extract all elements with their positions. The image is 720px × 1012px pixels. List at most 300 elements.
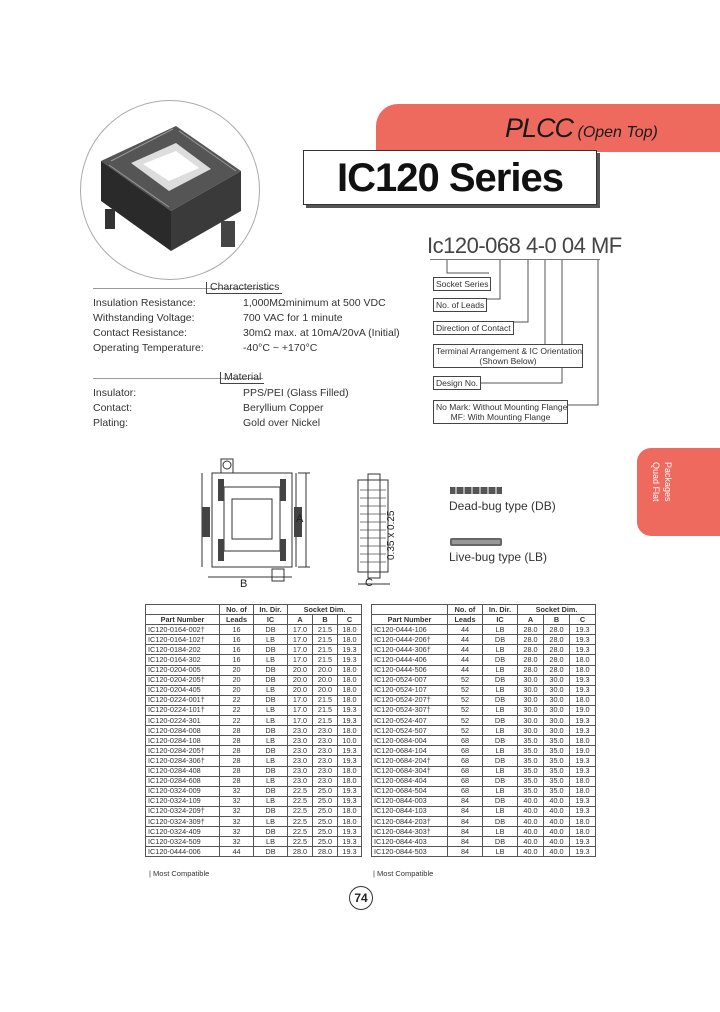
table-cell: 19.0 [570, 705, 596, 715]
table-cell: 19.3 [570, 685, 596, 695]
part-number-cell: IC120-0444-206† [372, 635, 448, 645]
table-cell: 28.0 [518, 635, 544, 645]
part-number-cell: IC120-0164-302 [146, 655, 220, 665]
table-row [146, 705, 362, 715]
table-cell: 35.0 [544, 786, 570, 796]
part-number-cell: IC120-0324-409 [146, 827, 220, 837]
table-cell: 19.3 [338, 847, 362, 857]
table-cell: 22.5 [288, 786, 313, 796]
table-header: B [544, 615, 570, 625]
leads-label: No. of Leads [433, 298, 487, 312]
part-number-cell: IC120-0524-507 [372, 726, 448, 736]
pitch-label: 0.35 x 0.25 [386, 510, 397, 560]
table-cell: 32 [220, 816, 254, 826]
table-cell: DB [483, 756, 518, 766]
table-row [372, 705, 596, 715]
table-cell: DB [483, 736, 518, 746]
table-cell: 22.5 [288, 816, 313, 826]
table-cell: DB [483, 675, 518, 685]
table-row [146, 816, 362, 826]
table-row [146, 746, 362, 756]
table-row [372, 766, 596, 776]
table-cell: LB [254, 685, 288, 695]
part-number-cell: IC120-0284-608 [146, 776, 220, 786]
table-cell: 17.0 [288, 625, 313, 635]
table-cell: 52 [448, 695, 483, 705]
table-cell: 18.0 [338, 806, 362, 816]
table-row [146, 665, 362, 675]
table-cell: 35.0 [544, 746, 570, 756]
char-value: 30mΩ max. at 10mA/20vA (Initial) [243, 327, 400, 339]
table-row [372, 786, 596, 796]
terminal-arrangement-line2: (Shown Below) [479, 356, 537, 366]
table-cell: 25.0 [313, 806, 338, 816]
table-cell: 68 [448, 766, 483, 776]
table-cell: 40.0 [518, 837, 544, 847]
material-value: Beryllium Copper [243, 402, 324, 414]
table-cell: LB [483, 847, 518, 857]
table-cell: 18.0 [338, 766, 362, 776]
table-row [372, 776, 596, 786]
table-row [372, 837, 596, 847]
material-label: Contact: [93, 402, 133, 414]
table-row [372, 816, 596, 826]
part-number-cell: IC120-0524-107 [372, 685, 448, 695]
table-cell: 18.0 [570, 816, 596, 826]
mounting-flange-line1: No Mark: Without Mounting Flange [436, 402, 568, 412]
table-cell: 23.0 [288, 746, 313, 756]
part-number-cell: IC120-0224-001† [146, 695, 220, 705]
category-label [505, 113, 658, 144]
table-cell: 18.0 [338, 726, 362, 736]
terminal-arrangement-label [433, 344, 583, 368]
table-cell: 30.0 [544, 695, 570, 705]
table-cell: DB [483, 635, 518, 645]
table-cell: 20.0 [288, 665, 313, 675]
table-cell: LB [254, 837, 288, 847]
table-header: Socket Dim. [288, 605, 362, 615]
dead-bug-label: Dead-bug type (DB) [449, 499, 556, 513]
part-number-cell: IC120-0684-304† [372, 766, 448, 776]
table-row [372, 796, 596, 806]
table-cell: DB [483, 655, 518, 665]
table-cell: 28.0 [544, 625, 570, 635]
table-cell: 21.5 [313, 695, 338, 705]
part-number-cell: IC120-0164-102† [146, 635, 220, 645]
table-header: In. Dir. [254, 605, 288, 615]
table-cell: 28.0 [544, 655, 570, 665]
table-header: Leads [220, 615, 254, 625]
table-cell: 18.0 [338, 776, 362, 786]
table-cell: 40.0 [544, 847, 570, 857]
table-cell: 20 [220, 665, 254, 675]
table-cell: 19.3 [570, 625, 596, 635]
product-photo [80, 100, 260, 280]
table-row [372, 665, 596, 675]
table-header: A [518, 615, 544, 625]
table-cell: 30.0 [518, 695, 544, 705]
table-cell: 35.0 [518, 756, 544, 766]
table-cell: 22.5 [288, 827, 313, 837]
table-cell: DB [254, 827, 288, 837]
table-cell: 20.0 [313, 665, 338, 675]
table-row [146, 837, 362, 847]
table-cell: DB [254, 847, 288, 857]
table-row [146, 695, 362, 705]
table-row [372, 726, 596, 736]
table-cell: 40.0 [518, 806, 544, 816]
part-table-left [145, 604, 362, 857]
part-number-cell: IC120-0284-108 [146, 736, 220, 746]
table-cell: DB [483, 816, 518, 826]
table-cell: 35.0 [544, 776, 570, 786]
table-cell: 23.0 [313, 756, 338, 766]
table-cell: LB [483, 766, 518, 776]
table-cell: 20.0 [288, 685, 313, 695]
table-row [372, 625, 596, 635]
table-header: In. Dir. [483, 605, 518, 615]
table-cell: 10.0 [338, 736, 362, 746]
table-cell: 35.0 [544, 766, 570, 776]
table-cell: 30.0 [544, 675, 570, 685]
part-number-cell: IC120-0164-002† [146, 625, 220, 635]
part-number-cell: IC120-0684-104 [372, 746, 448, 756]
table-cell: 18.0 [338, 685, 362, 695]
part-number-cell: IC120-0444-306† [372, 645, 448, 655]
table-cell: 19.3 [338, 746, 362, 756]
part-number-cell: IC120-0444-006 [146, 847, 220, 857]
table-cell: 20.0 [288, 675, 313, 685]
table-cell: 84 [448, 827, 483, 837]
table-cell: 40.0 [518, 827, 544, 837]
table-cell: LB [254, 756, 288, 766]
table-cell: 25.0 [313, 837, 338, 847]
part-number-cell: IC120-0284-408 [146, 766, 220, 776]
table-cell: 19.3 [570, 675, 596, 685]
table-cell: 40.0 [544, 806, 570, 816]
table-cell: LB [483, 786, 518, 796]
table-cell: LB [483, 645, 518, 655]
table-cell: 18.0 [338, 665, 362, 675]
table-cell: 52 [448, 675, 483, 685]
table-cell: 35.0 [518, 736, 544, 746]
char-value: 1,000MΩminimum at 500 VDC [243, 297, 386, 309]
char-value: -40°C ~ +170°C [243, 342, 318, 354]
table-body-left [146, 625, 362, 857]
table-cell: 44 [448, 625, 483, 635]
table-header: No. of [220, 605, 254, 615]
socket-series-label: Socket Series [433, 277, 491, 291]
table-cell: 30.0 [518, 675, 544, 685]
part-number-cell: IC120-0324-109 [146, 796, 220, 806]
material-label: Insulator: [93, 387, 137, 399]
table-cell: 84 [448, 796, 483, 806]
dim-b-label: B [240, 578, 248, 590]
table-cell: 18.0 [570, 695, 596, 705]
table-cell: 40.0 [544, 837, 570, 847]
table-cell: 19.3 [338, 645, 362, 655]
table-cell: 19.3 [338, 796, 362, 806]
table-row [146, 766, 362, 776]
table-cell: 68 [448, 776, 483, 786]
table-cell: LB [483, 726, 518, 736]
table-header: IC [483, 615, 518, 625]
table-cell: 84 [448, 847, 483, 857]
part-number-cell: IC120-0444-406 [372, 655, 448, 665]
table-cell: LB [483, 827, 518, 837]
table-row [146, 716, 362, 726]
table-cell: 28.0 [518, 655, 544, 665]
table-cell: 40.0 [518, 796, 544, 806]
series-title: IC120 Series [303, 150, 597, 205]
table-cell: 20 [220, 675, 254, 685]
table-cell: 68 [448, 756, 483, 766]
table-cell: 19.3 [570, 847, 596, 857]
table-cell: 19.3 [338, 827, 362, 837]
table-cell: 32 [220, 796, 254, 806]
table-cell: 16 [220, 655, 254, 665]
table-cell: DB [483, 796, 518, 806]
table-cell: 22.5 [288, 796, 313, 806]
table-cell: 23.0 [288, 726, 313, 736]
table-row [146, 776, 362, 786]
table-cell: 18.0 [570, 827, 596, 837]
table-cell: 23.0 [313, 766, 338, 776]
table-cell: 40.0 [544, 827, 570, 837]
table-cell: 28.0 [518, 645, 544, 655]
table-row [146, 685, 362, 695]
table-cell: LB [483, 806, 518, 816]
table-cell: 30.0 [544, 705, 570, 715]
part-number-cell: IC120-0844-203† [372, 816, 448, 826]
section-tab-line1: Quad Flat [651, 462, 661, 502]
table-row [372, 635, 596, 645]
table-cell: LB [254, 776, 288, 786]
part-number-cell: IC120-0204-005 [146, 665, 220, 675]
table-cell: 19.3 [570, 837, 596, 847]
part-number-cell: IC120-0524-007 [372, 675, 448, 685]
table-cell: 32 [220, 827, 254, 837]
table-cell: 30.0 [518, 705, 544, 715]
table-cell: DB [483, 776, 518, 786]
table-cell: LB [254, 716, 288, 726]
table-cell: 28 [220, 746, 254, 756]
table-cell: DB [483, 695, 518, 705]
table-cell: 44 [448, 665, 483, 675]
part-number-cell: IC120-0844-503 [372, 847, 448, 857]
part-number-cell: IC120-0284-306† [146, 756, 220, 766]
terminal-arrangement-line1: Terminal Arrangement & IC Orientation [436, 346, 582, 356]
table-header [372, 605, 448, 615]
table-cell: 18.0 [338, 625, 362, 635]
table-cell: 19.3 [338, 716, 362, 726]
part-number-cell: IC120-0684-004 [372, 736, 448, 746]
part-number-cell: IC120-0844-303† [372, 827, 448, 837]
table-cell: 18.0 [570, 665, 596, 675]
part-number-cell: IC120-0684-204† [372, 756, 448, 766]
table-row [372, 806, 596, 816]
table-cell: 28.0 [518, 625, 544, 635]
char-label: Withstanding Voltage: [93, 312, 195, 324]
table-cell: LB [254, 736, 288, 746]
table-cell: 21.5 [313, 625, 338, 635]
table-cell: 30.0 [544, 726, 570, 736]
table-cell: 30.0 [544, 685, 570, 695]
page-number: 74 [349, 886, 373, 910]
table-cell: 35.0 [518, 776, 544, 786]
table-cell: LB [254, 816, 288, 826]
part-number-cell: IC120-0324-209† [146, 806, 220, 816]
table-cell: 20.0 [313, 675, 338, 685]
table-cell: 19.3 [338, 655, 362, 665]
table-row [146, 847, 362, 857]
table-header: No. of [448, 605, 483, 615]
part-number-cell: IC120-0224-301 [146, 716, 220, 726]
table-cell: 21.5 [313, 716, 338, 726]
part-number-cell: IC120-0204-405 [146, 685, 220, 695]
table-header: C [570, 615, 596, 625]
table-cell: 30.0 [518, 716, 544, 726]
table-cell: 28.0 [518, 665, 544, 675]
table-cell: 18.0 [570, 655, 596, 665]
table-cell: 28 [220, 776, 254, 786]
table-cell: 21.5 [313, 645, 338, 655]
table-cell: LB [254, 705, 288, 715]
table-cell: 21.5 [313, 655, 338, 665]
table-header: Leads [448, 615, 483, 625]
table-cell: DB [483, 837, 518, 847]
table-cell: 20.0 [313, 685, 338, 695]
table-cell: 23.0 [288, 776, 313, 786]
table-cell: 23.0 [313, 736, 338, 746]
table-cell: 68 [448, 786, 483, 796]
dead-bug-illustration [446, 484, 506, 498]
table-cell: LB [254, 635, 288, 645]
socket-top-view-drawing [188, 455, 318, 595]
table-cell: 30.0 [544, 716, 570, 726]
contact-direction-label: Direction of Contact [433, 321, 514, 335]
table-cell: LB [254, 655, 288, 665]
table-row [146, 806, 362, 816]
char-label: Operating Temperature: [93, 342, 204, 354]
part-number-cell: IC120-0524-207† [372, 695, 448, 705]
part-number-cell: IC120-0684-404 [372, 776, 448, 786]
part-number-cell: IC120-0844-003 [372, 796, 448, 806]
table-row [146, 786, 362, 796]
table-cell: 35.0 [544, 756, 570, 766]
part-number-cell: IC120-0204-205† [146, 675, 220, 685]
char-label: Insulation Resistance: [93, 297, 196, 309]
table-cell: 44 [220, 847, 254, 857]
dim-a-label: A [296, 513, 304, 525]
table-header: C [338, 615, 362, 625]
table-cell: DB [254, 645, 288, 655]
table-cell: DB [254, 806, 288, 816]
part-number-cell: IC120-0684-504 [372, 786, 448, 796]
footnote-right: | Most Compatible [373, 869, 434, 878]
table-cell: 35.0 [518, 786, 544, 796]
table-cell: DB [254, 695, 288, 705]
part-number-cell: IC120-0284-205† [146, 746, 220, 756]
part-number-cell: IC120-0324-309† [146, 816, 220, 826]
table-row [372, 675, 596, 685]
table-body-right [372, 625, 596, 857]
design-no-label: Design No. [433, 376, 481, 390]
table-row [372, 655, 596, 665]
table-cell: DB [254, 625, 288, 635]
table-row [372, 685, 596, 695]
section-tab-line2: Packages [663, 462, 673, 502]
table-row [372, 746, 596, 756]
table-cell: 19.3 [570, 796, 596, 806]
table-cell: LB [254, 796, 288, 806]
part-number-cell: IC120-0324-509 [146, 837, 220, 847]
part-number-cell: IC120-0524-407 [372, 716, 448, 726]
table-cell: 23.0 [313, 776, 338, 786]
table-cell: 19.3 [570, 766, 596, 776]
part-number-cell: IC120-0184-202 [146, 645, 220, 655]
table-row [372, 736, 596, 746]
table-cell: 19.3 [338, 837, 362, 847]
table-cell: 28.0 [288, 847, 313, 857]
table-cell: DB [254, 786, 288, 796]
table-cell: DB [254, 675, 288, 685]
table-cell: 19.3 [570, 645, 596, 655]
table-cell: 40.0 [518, 847, 544, 857]
table-cell: 19.3 [338, 705, 362, 715]
table-cell: 28.0 [544, 665, 570, 675]
table-cell: 52 [448, 716, 483, 726]
table-cell: 22 [220, 695, 254, 705]
table-cell: 28 [220, 726, 254, 736]
table-cell: 25.0 [313, 827, 338, 837]
part-number-cell: IC120-0324-009 [146, 786, 220, 796]
table-cell: 44 [448, 655, 483, 665]
table-cell: 28 [220, 736, 254, 746]
table-cell: 32 [220, 837, 254, 847]
table-cell: 23.0 [288, 736, 313, 746]
table-cell: 23.0 [313, 746, 338, 756]
table-cell: 35.0 [544, 736, 570, 746]
table-cell: 17.0 [288, 705, 313, 715]
footnote-left: | Most Compatible [149, 869, 210, 878]
part-number-display: Ic120-068 4-0 04 MF [427, 233, 622, 258]
part-number-cell: IC120-0844-103 [372, 806, 448, 816]
table-row [146, 796, 362, 806]
table-cell: 19.3 [570, 806, 596, 816]
table-cell: 17.0 [288, 716, 313, 726]
table-cell: 25.0 [313, 816, 338, 826]
table-cell: 22.5 [288, 837, 313, 847]
table-cell: 17.0 [288, 635, 313, 645]
table-cell: 40.0 [544, 796, 570, 806]
table-row [146, 655, 362, 665]
table-cell: 19.3 [570, 716, 596, 726]
table-cell: 22.5 [288, 806, 313, 816]
table-cell: LB [483, 685, 518, 695]
table-cell: 19.3 [570, 635, 596, 645]
category-title: PLCC [505, 113, 574, 143]
table-cell: 17.0 [288, 645, 313, 655]
table-cell: 20 [220, 685, 254, 695]
table-cell: 68 [448, 736, 483, 746]
char-value: 700 VAC for 1 minute [243, 312, 343, 324]
table-cell: 19.3 [570, 726, 596, 736]
table-cell: 18.0 [570, 786, 596, 796]
table-cell: DB [483, 716, 518, 726]
table-cell: 16 [220, 635, 254, 645]
table-row [372, 695, 596, 705]
